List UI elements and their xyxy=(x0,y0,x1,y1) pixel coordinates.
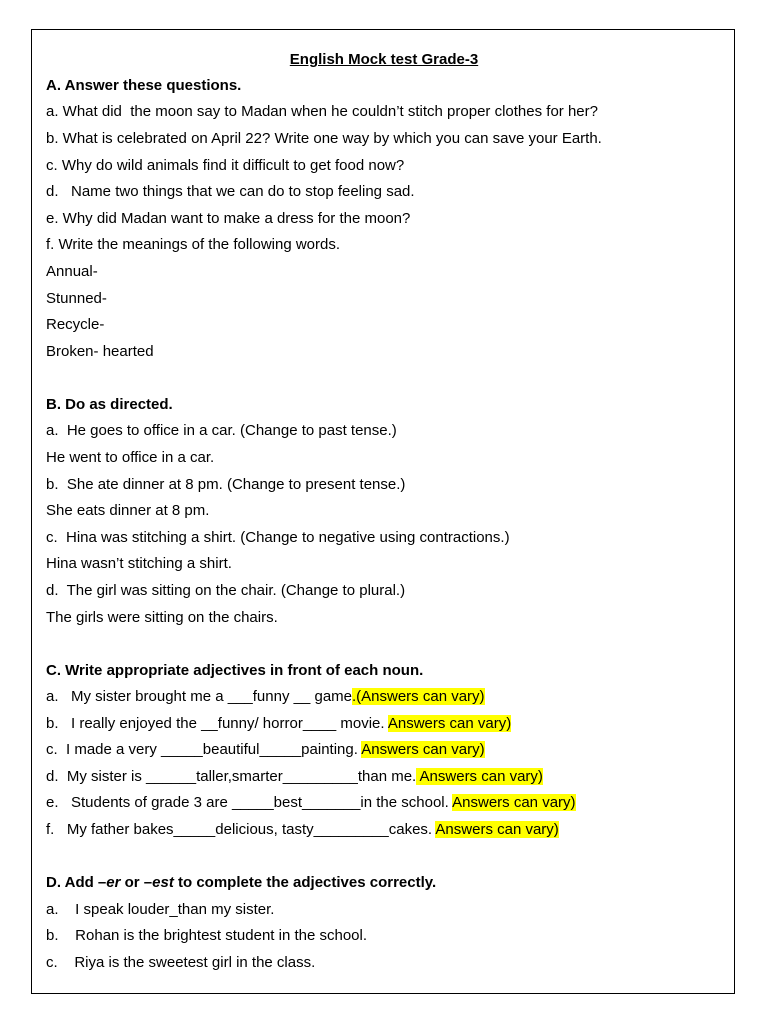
section-d-item-a: a. I speak louder_than my sister. xyxy=(46,901,275,918)
section-c-item-c xyxy=(46,741,485,759)
section-a-question-c: c. Why do wild animals find it difficult to get food now? xyxy=(46,157,405,174)
section-c-item-a xyxy=(46,688,485,706)
section-c-item-b xyxy=(46,715,511,733)
word-broken-hearted: Broken- hearted xyxy=(46,343,154,360)
section-b-heading: B. Do as directed. xyxy=(46,396,173,413)
section-c-item-e xyxy=(46,794,576,812)
answers-vary-note: Answers can vary) xyxy=(361,741,485,758)
item-text: a. My sister brought me a ___funny __ game xyxy=(46,688,352,705)
word-recycle: Recycle- xyxy=(46,316,105,333)
section-d-item-c: c. Riya is the sweetest girl in the class. xyxy=(46,954,316,971)
section-b-question-d: d. The girl was sitting on the chair. (Change to plural.) xyxy=(46,582,406,599)
suffix-est: est xyxy=(152,874,174,891)
suffix-er: er xyxy=(106,874,121,891)
item-text: d. My sister is ______taller,smarter_________than me. xyxy=(46,768,417,785)
page-title: English Mock test Grade-3 xyxy=(289,51,479,68)
answers-vary-note: Answers can vary) xyxy=(452,794,576,811)
item-text: b. I really enjoyed the __funny/ horror____ movie. xyxy=(46,715,388,732)
word-annual: Annual- xyxy=(46,263,98,280)
heading-part: D. Add – xyxy=(46,874,107,891)
section-b-answer-a: He went to office in a car. xyxy=(46,449,215,466)
heading-part: to complete the adjectives correctly. xyxy=(173,874,437,891)
item-text: f. My father bakes_____delicious, tasty_________cakes. xyxy=(46,821,436,838)
answers-vary-note: Answers can vary) xyxy=(435,821,559,838)
section-a-question-a: a. What did the moon say to Madan when he couldn’t stitch proper clothes for her? xyxy=(46,103,598,120)
section-a-question-e: e. Why did Madan want to make a dress for the moon? xyxy=(46,210,411,227)
heading-part: or – xyxy=(120,874,153,891)
item-text: e. Students of grade 3 are _____best_______in the school. xyxy=(46,794,453,811)
section-b-answer-b: She eats dinner at 8 pm. xyxy=(46,502,210,519)
item-text: c. I made a very _____beautiful_____painting. xyxy=(46,741,362,758)
section-b-question-c: c. Hina was stitching a shirt. (Change to negative using contractions.) xyxy=(46,529,510,546)
section-d-heading xyxy=(46,874,436,892)
section-b-question-b: b. She ate dinner at 8 pm. (Change to present tense.) xyxy=(46,476,406,493)
word-stunned: Stunned- xyxy=(46,290,107,307)
section-c-heading: C. Write appropriate adjectives in front of each noun. xyxy=(46,662,424,679)
section-c-item-d xyxy=(46,768,543,786)
section-b-answer-c: Hina wasn’t stitching a shirt. xyxy=(46,555,232,572)
answers-vary-note: Answers can vary) xyxy=(416,768,543,785)
section-b-answer-d: The girls were sitting on the chairs. xyxy=(46,609,278,626)
section-a-question-b: b. What is celebrated on April 22? Write one way by which you can save your Earth. xyxy=(46,130,602,147)
section-b-question-a: a. He goes to office in a car. (Change to past tense.) xyxy=(46,422,397,439)
answers-vary-note: .(Answers can vary) xyxy=(352,688,485,705)
section-c-item-f xyxy=(46,821,559,839)
section-a-question-f: f. Write the meanings of the following words. xyxy=(46,236,341,253)
section-a-heading: A. Answer these questions. xyxy=(46,77,242,94)
section-d-item-b: b. Rohan is the brightest student in the school. xyxy=(46,927,368,944)
section-a-question-d: d. Name two things that we can do to stop feeling sad. xyxy=(46,183,415,200)
answers-vary-note: Answers can vary) xyxy=(387,715,512,732)
